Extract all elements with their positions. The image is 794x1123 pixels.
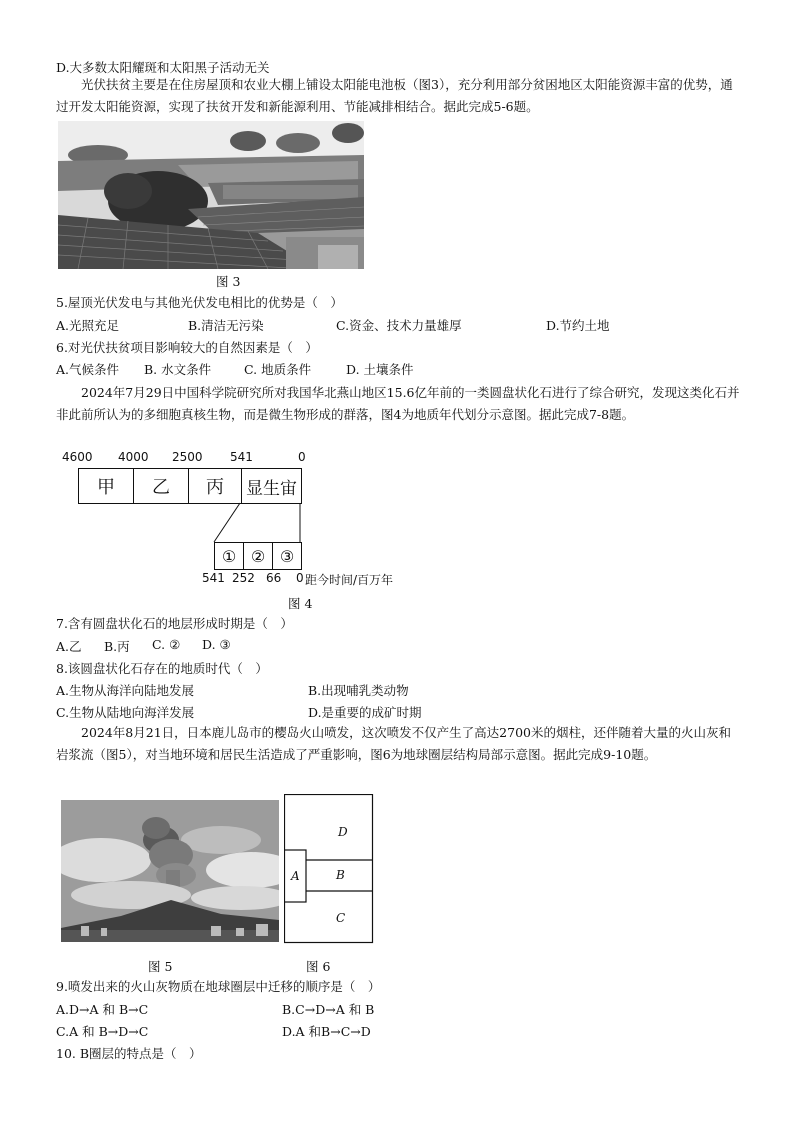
- figure-5-caption: 图 5: [148, 959, 173, 974]
- volcano-eruption-image: [61, 800, 279, 942]
- q5-option-a: A.光照充足: [56, 318, 120, 333]
- q5-option-b: B.清洁无污染: [188, 318, 264, 333]
- era-3: ③: [279, 546, 295, 566]
- q6-option-b: B. 水文条件: [144, 362, 212, 377]
- era-1: ①: [215, 543, 244, 569]
- era-bar: [214, 542, 302, 570]
- q10-stem: 10. B圈层的特点是（ ）: [56, 1046, 202, 1061]
- q6-option-a: A.气候条件: [56, 362, 120, 377]
- q5-stem: 5.屋顶光伏发电与其他光伏发电相比的优势是（ ）: [56, 295, 343, 310]
- q9-stem: 9.喷发出来的火山灰物质在地球圈层中迁移的顺序是（ ）: [56, 979, 381, 994]
- top-tick-4600: 4600: [62, 450, 93, 464]
- top-tick-0: 0: [298, 450, 306, 464]
- figure-5-photo: [61, 800, 279, 942]
- eon-bing: 丙: [189, 469, 242, 503]
- bottom-tick-0: 0: [296, 571, 304, 585]
- top-tick-4000: 4000: [118, 450, 149, 464]
- layer-b-label: B: [336, 868, 345, 882]
- q8-stem: 8.该圆盘状化石存在的地质时代（ ）: [56, 661, 268, 676]
- q6-stem: 6.对光伏扶贫项目影响较大的自然因素是（ ）: [56, 340, 318, 355]
- layer-d-label: D: [338, 825, 348, 839]
- q5-option-c: C.资金、技术力量雄厚: [336, 318, 462, 333]
- q9-option-a: A.D→A 和 B→C: [56, 1002, 149, 1017]
- q9-option-c: C.A 和 B→D→C: [56, 1024, 149, 1039]
- q8-option-b: B.出现哺乳类动物: [308, 683, 409, 698]
- figure-4-diagram: [56, 448, 426, 588]
- q7-option-a: A.乙: [56, 639, 82, 654]
- eon-yi: 乙: [134, 469, 189, 503]
- q7-option-d: D. ③: [202, 637, 231, 652]
- top-tick-541: 541: [230, 450, 253, 464]
- q9-option-d: D.A 和B→C→D: [282, 1024, 371, 1039]
- rooftop-solar-image: [58, 121, 364, 269]
- q7-option-c: C. ②: [152, 637, 181, 652]
- axis-label: 距今时间/百万年: [305, 573, 394, 587]
- passage-solar: 光伏扶贫主要是在住房屋顶和农业大棚上铺设太阳能电池板（图3），充分利用部分贫困地区太阳能资源丰富的优势，通过开发太阳能资源，实现了扶贫开发和新能源利用、节能减排相结合。据此完成5-6题。: [56, 77, 733, 114]
- bottom-tick-252: 252: [232, 571, 255, 585]
- prev-option-d: D.大多数太阳耀斑和太阳黑子活动无关: [56, 60, 270, 75]
- passage-fossil: 2024年7月29日中国科学院研究所对我国华北燕山地区15.6亿年前的一类圆盘状化石进行了综合研究，发现这类化石并非此前所认为的多细胞真核生物，而是微生物形成的群落，图4为地质年代划分示意图。据此完成7-8题。: [56, 385, 740, 422]
- figure-6-diagram: [284, 794, 374, 944]
- figure-3-photo: [58, 121, 364, 269]
- passage-volcano: 2024年8月21日，日本鹿儿岛市的樱岛火山喷发，这次喷发不仅产生了高达2700米的烟柱，还伴随着大量的火山灰和岩浆流（图5），对当地环境和居民生活造成了严重影响，图6为地球圈层结构局部示意图。据此完成9-10题。: [56, 725, 731, 762]
- q8-option-c: C.生物从陆地向海洋发展: [56, 705, 195, 720]
- era-2: ②: [244, 543, 273, 569]
- q7-option-b: B.丙: [104, 639, 130, 654]
- eon-jia: 甲: [79, 469, 134, 503]
- layer-c-label: C: [336, 911, 346, 925]
- bottom-tick-541: 541: [202, 571, 225, 585]
- q8-option-d: D.是重要的成矿时期: [308, 705, 422, 720]
- eon-phanerozoic: 显生宙: [246, 478, 297, 499]
- bottom-tick-66: 66: [266, 571, 282, 585]
- q7-stem: 7.含有圆盘状化石的地层形成时期是（ ）: [56, 616, 293, 631]
- q6-option-c: C. 地质条件: [244, 362, 312, 377]
- q8-option-a: A.生物从海洋向陆地发展: [56, 683, 195, 698]
- figure-4-caption: 图 4: [288, 596, 313, 611]
- top-tick-2500: 2500: [172, 450, 203, 464]
- layer-a-label: A: [291, 869, 300, 883]
- q9-option-b: B.C→D→A 和 B: [282, 1002, 375, 1017]
- figure-6-caption: 图 6: [306, 959, 331, 974]
- q5-option-d: D.节约土地: [546, 318, 610, 333]
- q6-option-d: D. 土壤条件: [346, 362, 414, 377]
- figure-3-caption: 图 3: [216, 274, 241, 289]
